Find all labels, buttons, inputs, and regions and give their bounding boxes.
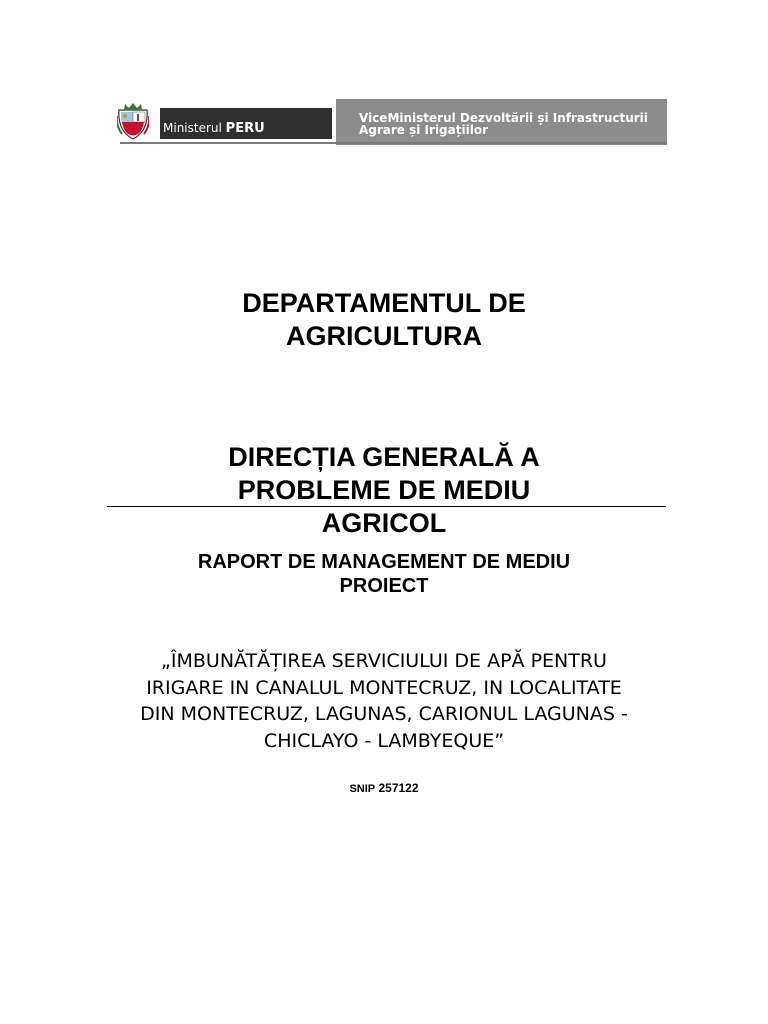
peru-coat-of-arms-icon [117, 102, 149, 140]
report-title: RAPORT DE MANAGEMENT DE MEDIU PROIECT [197, 551, 571, 597]
coat-of-arms-area [112, 99, 152, 145]
snip-number: 257122 [378, 781, 419, 795]
vice-ministry-box [336, 99, 667, 145]
project-name: „ÎMBUNĂTĂȚIREA SERVICIULUI DE APĂ PENTRU IRIGARE IN CANALUL MONTECRUZ, IN LOCALITATE DIN MONTECRUZ, LAGUNAS, CARIONUL LAGUNAS - CHICLAYO - LAMBYEQUE” [140, 650, 628, 752]
vice-ministry-label: ViceMinisterul Dezvoltării și Infrastructurii Agrare și Irigațiilor [359, 111, 648, 137]
department-title: DEPARTAMENTUL DE AGRICULTURA [242, 288, 526, 351]
snip-code [0, 780, 768, 797]
header-stripe [120, 142, 667, 144]
snip-label: SNIP [349, 783, 376, 795]
ministry-label: Ministerul [163, 121, 222, 135]
ministry-label-box [160, 108, 332, 139]
page-header [112, 99, 667, 145]
horizontal-rule [107, 506, 666, 507]
ministry-country: PERU [225, 121, 265, 136]
direction-title: DIRECȚIA GENERALĂ A PROBLEME DE MEDIU AGRICOL [228, 442, 540, 538]
